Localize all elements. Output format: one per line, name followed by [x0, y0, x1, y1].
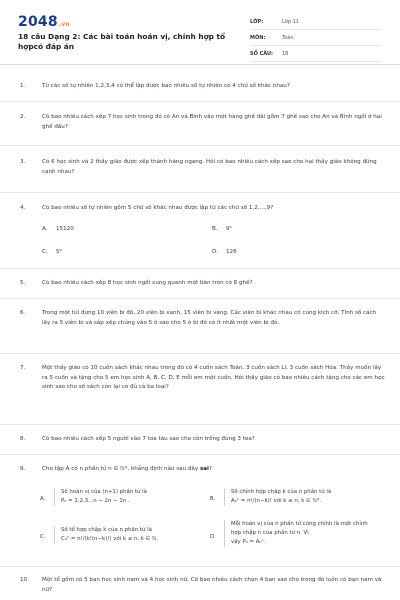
meta-row-grade [250, 14, 382, 30]
question-number: 2. [20, 114, 26, 120]
question-separator [0, 101, 400, 102]
option-label: A. [40, 496, 46, 502]
question-4 [20, 204, 386, 214]
option-line: Mỗi hoán vị của n phần tử cũng chính là một chỉnh hợp chập n của phần tử n. Vì [231, 521, 368, 536]
meta-row-subject [250, 30, 382, 46]
question-text-emphasis: sai [199, 466, 209, 472]
question-separator [0, 566, 400, 567]
question-separator [0, 192, 400, 193]
option-line: Số tổ hợp chập k của n phần tử là [61, 527, 152, 533]
question-9 [20, 465, 386, 475]
option-label: C. [40, 534, 46, 540]
question-number: 3. [20, 159, 26, 165]
question-separator [0, 268, 400, 269]
question-separator [0, 424, 400, 425]
question-number: 10. [20, 577, 29, 583]
page-header [0, 0, 400, 64]
question-number: 1. [20, 83, 26, 89]
question-text: Có bao nhiêu cách xếp 7 học sinh trong đó có An và Bình vào một hàng ghế dài gồm 7 ghế sao cho An và Bình ngồi ở hai ghế đầu? [42, 114, 382, 130]
option-text [54, 526, 184, 544]
question-text [42, 465, 386, 475]
question-number: 9. [20, 466, 26, 472]
option-text: 5⁹ [56, 249, 62, 255]
meta-key: MÔN: [250, 34, 266, 41]
meta-key: LỚP: [250, 18, 264, 25]
option-text [224, 488, 374, 506]
question-7 [20, 364, 386, 393]
option-formula: Cₙᵏ = n!/(k!(n−k)!) với k ≤ n, k ∈ ℕ. [61, 536, 159, 542]
document-title: 18 câu Dạng 2: Các bài toán hoán vị, chỉnh hợp tổ hợpcó đáp án [18, 32, 226, 51]
question-2 [20, 113, 386, 132]
question-number: 7. [20, 365, 26, 371]
option-line: Số hoán vị của (n+1) phần tử là [61, 489, 147, 495]
question-separator [0, 353, 400, 354]
question-text-main: Cho tập A có n phần tử n ∈ ℕ*, khẳng định nào sau đây [42, 466, 200, 472]
option-line: Số chỉnh hợp chập k của n phần tử là [231, 489, 332, 495]
option-a[interactable] [42, 225, 74, 234]
option-text [54, 488, 184, 506]
question-number: 4. [20, 205, 26, 211]
option-text [224, 520, 374, 547]
logo-main: 2048 [18, 14, 58, 30]
question-text: Một thầy giáo có 10 cuốn sách khác nhau trong đó có 4 cuốn sách Toán, 3 cuốn sách Lí, 3 cuốn sách Hóa. Thầy muốn lấy ra 5 cuốn và tặng cho 5 em học sinh A, B, C, D, E mỗi em một cuốn. Hỏi thầy giáo có bao nhiêu cách tặng cho các em học sinh sao cho số sách còn lại có đủ cả ba loại? [42, 365, 385, 390]
question-10 [20, 576, 386, 595]
question-separator [0, 454, 400, 455]
site-logo[interactable] [18, 14, 70, 30]
option-formula: vậy Pₙ = Aₙⁿ. [231, 539, 266, 545]
meta-table [250, 14, 382, 62]
meta-value: 18 [282, 50, 289, 57]
option-text: 15120 [56, 226, 74, 232]
option-label: B. [210, 496, 216, 502]
logo-suffix: .vn [58, 21, 70, 28]
option-c[interactable] [40, 526, 200, 550]
question-text: Trong một túi đựng 10 viên bi đỏ, 20 viên bi xanh, 15 viên bi vàng. Các viên bi khác nhau có cùng kích cỡ. Tính số cách lấy ra 5 viên bi và sắp xếp chúng vào 5 ô sao cho 5 ô bi đó có ít nhất một viên bi đỏ. [42, 310, 377, 326]
question-number: 8. [20, 436, 26, 442]
question-text: Có bao nhiêu số tự nhiên gồm 5 chữ số khác nhau được lập từ các chữ số 1,2,...,9? [42, 205, 274, 211]
option-a[interactable] [40, 488, 200, 512]
question-text: Có bao nhiêu cách xếp 5 người vào 7 toa tàu sao cho còn trống đúng 3 toa? [42, 436, 255, 442]
header-divider [0, 64, 400, 65]
question-8 [20, 435, 386, 445]
meta-value: Lớp 11 [282, 18, 299, 25]
question-number: 5. [20, 280, 26, 286]
option-text: 9⁵ [226, 226, 232, 232]
question-text-end: ? [208, 466, 212, 472]
option-d[interactable] [212, 248, 237, 257]
question-6 [20, 309, 386, 328]
meta-row-count [250, 46, 382, 62]
question-3 [20, 158, 386, 177]
option-formula: Aₙᵏ = n!/(n−k)! với k ≤ n, k ∈ ℕ*. [231, 498, 322, 504]
meta-key: SỐ CÂU: [250, 50, 274, 57]
option-formula: Pₙ = 1.2.3...n − 2n − 1n . [61, 498, 130, 504]
option-d[interactable] [210, 520, 380, 556]
question-text: Từ các số tự nhiên 1,2,3,4 có thể lập được bao nhiêu số tự nhiên có 4 chữ số khác nhau? [42, 83, 290, 89]
question-1 [20, 82, 386, 92]
option-label: D. [210, 534, 216, 540]
option-label: D. [212, 249, 219, 255]
meta-value: Toán [282, 34, 294, 41]
question-separator [0, 298, 400, 299]
option-text: 126 [226, 249, 237, 255]
option-c[interactable] [42, 248, 62, 257]
option-label: B. [212, 226, 218, 232]
question-text: Có 6 học sinh và 2 thầy giáo được xếp thành hàng ngang. Hỏi có bao nhiêu cách xếp sao cho hai thầy giáo không đứng cạnh nhau? [42, 159, 377, 175]
question-text: Có bao nhiêu cách xếp 8 học sinh ngồi xung quanh một bàn tròn có 8 ghế? [42, 280, 253, 286]
question-5 [20, 279, 386, 289]
option-label: C. [42, 249, 48, 255]
question-number: 6. [20, 310, 26, 316]
question-separator [0, 145, 400, 146]
option-label: A. [42, 226, 48, 232]
option-b[interactable] [212, 225, 232, 234]
option-b[interactable] [210, 488, 380, 512]
question-text: Một tổ gồm có 5 bạn học sinh nam và 4 học sinh nữ. Có bao nhiêu cách chọn 4 bạn sao cho trong đó luôn có bạn nam và nữ? [42, 577, 382, 593]
